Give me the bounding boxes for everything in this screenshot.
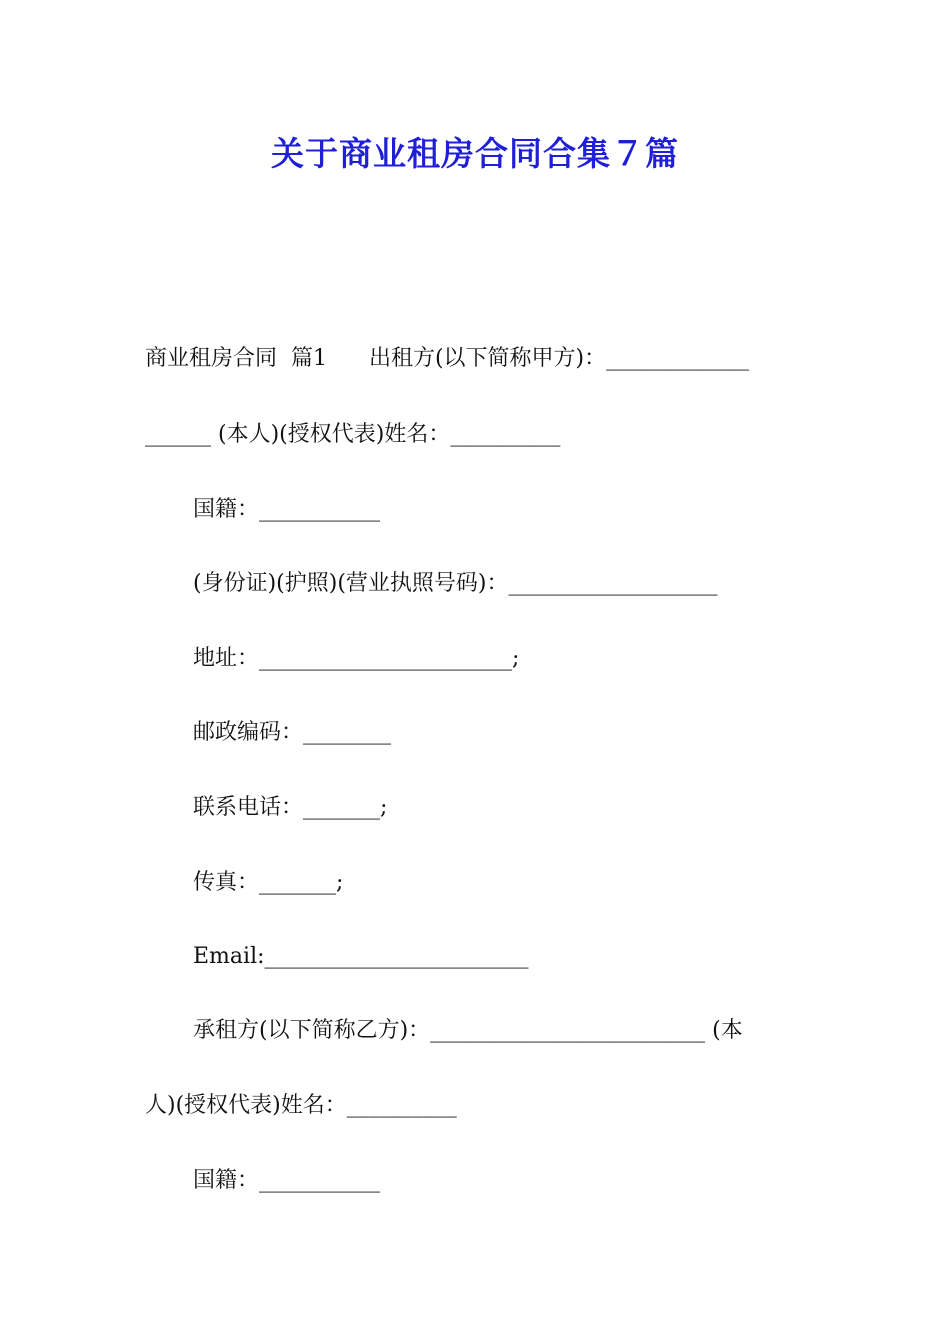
paragraph-id-line: (身份证)(护照)(营业执照号码)：___________________: [193, 571, 718, 596]
paragraph-lessee-nationality-line: 国籍：___________: [193, 1168, 381, 1193]
paragraph-nationality-line: 国籍：___________: [193, 497, 381, 522]
paragraph-lessee-name-line: 人)(授权代表)姓名：__________: [145, 1093, 457, 1118]
paragraph-email-line: Email:________________________: [193, 944, 529, 969]
paragraph-lessor-line: 商业租房合同 篇1 出租方(以下简称甲方)：_____________: [145, 346, 750, 371]
paragraph-address-line: 地址：_______________________;: [193, 646, 520, 671]
paragraph-lessee-line: 承租方(以下简称乙方)：_________________________ (本: [193, 1018, 743, 1043]
paragraph-lessor-name-line: ______ (本人)(授权代表)姓名：__________: [145, 422, 561, 447]
paragraph-phone-line: 联系电话：_______;: [193, 795, 388, 820]
document-title: 关于商业租房合同合集７篇: [271, 134, 679, 173]
paragraph-fax-line: 传真：_______;: [193, 870, 344, 895]
paragraph-postcode-line: 邮政编码：________: [193, 720, 392, 745]
